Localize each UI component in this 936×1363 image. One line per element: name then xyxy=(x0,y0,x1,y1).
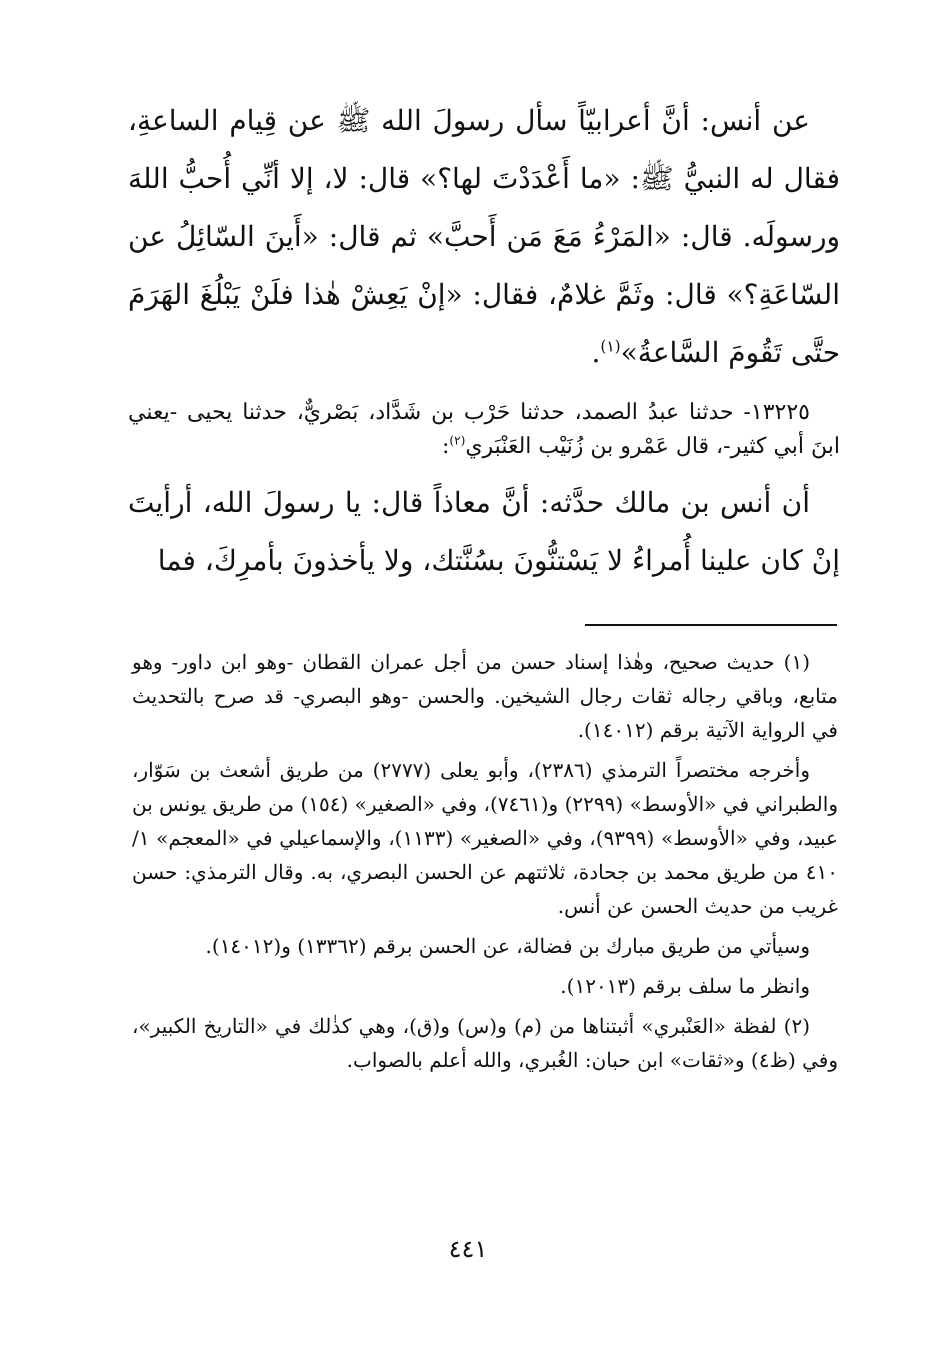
paragraph-end: . xyxy=(591,336,601,369)
heading-text: ١٣٢٢٥- حدثنا عبدُ الصمد، حدثنا حَرْب بن شَدَّاد، بَصْريٌّ، حدثنا يحيى -يعني ابنَ أبي كثير-، قال عَمْرو بن زُنَيْب العَنْبَري xyxy=(128,400,840,459)
footnote-separator xyxy=(585,624,837,626)
footnote-item: وأخرجه مختصراً الترمذي (٢٣٨٦)، وأبو يعلى (٢٧٧٧) من طريق أشعث بن سَوّار، والطبراني في «الأوسط» (٢٢٩٩) و(٧٤٦١)، وفي «الصغير» (١٥٤) من طريق يونس بن عبيد، وفي «الأوسط» (٩٣٩٩)، وفي «الصغير» (١١٣٣)، والإسماعيلي في «المعجم» ١/ ٤١٠ من طريق محمد بن جحادة، ثلاثتهم عن الحسن البصري، به. وقال الترمذي: حسن غريب من حديث الحسن عن أنس. xyxy=(132,758,838,918)
hadith-text-paragraph-2: أن أنس بن مالك حدَّثه: أنَّ معاذاً قال: يا رسولَ الله، أرأيتَ إنْ كان علينا أُمراءُ لا يَسْتنُّونَ بسُنَّتك، ولا يأخذونَ بأمرِكَ، فما xyxy=(128,486,840,577)
hadith-text-paragraph xyxy=(128,92,840,382)
paragraph-text: عن أنس: أنَّ أعرابيّاً سأل رسولَ الله ﷺ عن قِيام الساعةِ، فقال له النبيُّ ﷺ: «ما أَعْدَدْتَ لها؟» قال: لا، إلا أنِّي أُحبُّ اللهَ ورسولَه. قال: «المَرْءُ مَعَ مَن أَحبَّ» ثم قال: «أَينَ السّائِلُ عن السّاعَةِ؟» قال: وثَمَّ غلامٌ، فقال: «إنْ يَعِشْ هٰذا فلَنْ يَبْلُغَ الهَرَمَ حتَّى تَقُومَ السَّاعةُ» xyxy=(128,104,840,369)
footnote-item: (١) حديث صحيح، وهٰذا إسناد حسن من أجل عمران القطان -وهو ابن داور- وهو متابع، وباقي رجاله ثقات رجال الشيخين. والحسن -وهو البصري- قد صرح بالتحديث في الرواية الآتية برقم (١٤٠١٢). xyxy=(132,650,838,742)
main-text xyxy=(128,92,840,590)
heading-end: : xyxy=(441,434,450,459)
hadith-number-heading xyxy=(128,396,840,464)
footnote-item: وسيأتي من طريق مبارك بن فضالة، عن الحسن برقم (١٣٣٦٢) و(١٤٠١٢). xyxy=(205,934,810,958)
page-number: ٤٤١ xyxy=(448,1235,488,1263)
footnotes xyxy=(132,645,838,1083)
footnote-item: وانظر ما سلف برقم (١٢٠١٣). xyxy=(560,974,810,998)
footnote-item: (٢) لفظة «العَنْبري» أثبتناها من (م) و(س) و(ق)، وهي كذٰلك في «التاريخ الكبير»، وفي (ظ٤) و«ثقات» ابن حبان: الغُبري، والله أعلم بالصواب. xyxy=(132,1014,838,1072)
footnote-ref: (١) xyxy=(600,337,621,356)
footnote-ref: (٢) xyxy=(449,433,466,448)
